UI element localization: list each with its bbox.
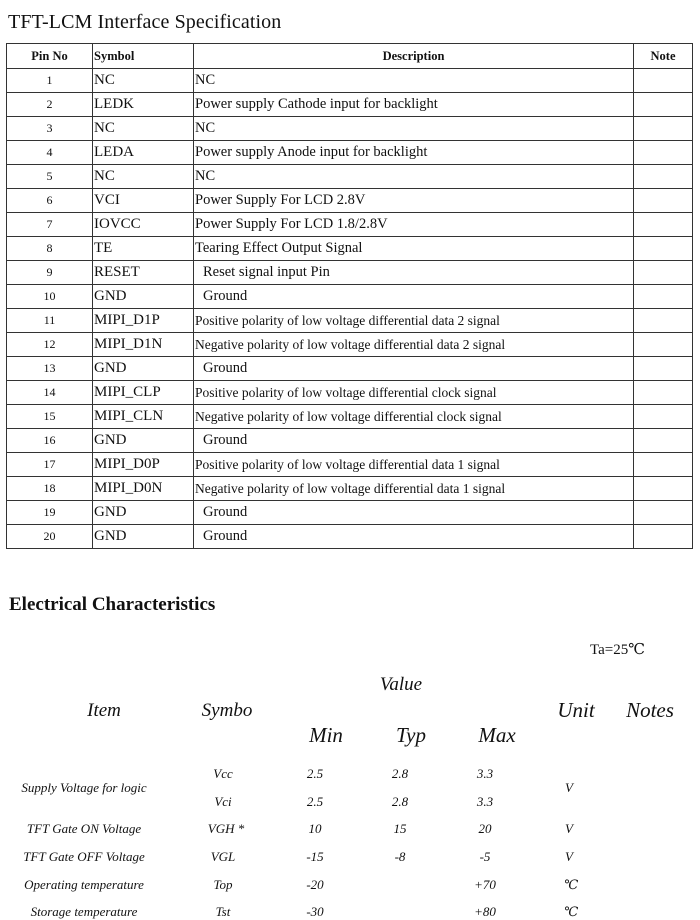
min-tst: -30 bbox=[306, 904, 324, 919]
pin-description: Ground bbox=[194, 429, 634, 453]
pin-table-header bbox=[7, 44, 693, 69]
pin-note bbox=[634, 357, 693, 381]
pin-symbol: NC bbox=[93, 165, 194, 189]
pin-description: Positive polarity of low voltage differential clock signal bbox=[194, 381, 634, 405]
pin-number: 11 bbox=[7, 309, 93, 333]
pin-note bbox=[634, 285, 693, 309]
typ-vci: 2.8 bbox=[391, 794, 409, 809]
pin-note bbox=[634, 213, 693, 237]
pin-note bbox=[634, 429, 693, 453]
pin-note bbox=[634, 333, 693, 357]
pin-description: Ground bbox=[194, 357, 634, 381]
table-row bbox=[7, 285, 693, 309]
pin-number: 15 bbox=[7, 405, 93, 429]
max-top: +70 bbox=[474, 877, 496, 892]
symbol-tst: Tst bbox=[215, 904, 231, 919]
pin-number: 13 bbox=[7, 357, 93, 381]
header-min: Min bbox=[309, 723, 343, 747]
table-row bbox=[7, 261, 693, 285]
pin-note bbox=[634, 237, 693, 261]
pin-symbol: LEDK bbox=[93, 93, 194, 117]
pin-symbol: IOVCC bbox=[93, 213, 194, 237]
pin-number: 16 bbox=[7, 429, 93, 453]
table-row bbox=[7, 93, 693, 117]
min-vgl: -15 bbox=[306, 849, 324, 864]
pin-description: Reset signal input Pin bbox=[194, 261, 634, 285]
pin-table bbox=[6, 43, 693, 549]
unit-supply-voltage: V bbox=[565, 780, 573, 795]
pin-symbol: TE bbox=[93, 237, 194, 261]
pin-number: 5 bbox=[7, 165, 93, 189]
pin-symbol: MIPI_D0P bbox=[93, 453, 194, 477]
item-gate-on: TFT Gate ON Voltage bbox=[26, 821, 142, 836]
pin-note bbox=[634, 189, 693, 213]
pin-note bbox=[634, 501, 693, 525]
header-item: Item bbox=[87, 700, 121, 721]
pin-note bbox=[634, 261, 693, 285]
header-unit: Unit bbox=[557, 698, 595, 722]
max-vci: 3.3 bbox=[476, 794, 494, 809]
pin-note bbox=[634, 117, 693, 141]
pin-description: Positive polarity of low voltage differential data 1 signal bbox=[194, 453, 634, 477]
pin-description: Negative polarity of low voltage differential data 2 signal bbox=[194, 333, 634, 357]
pin-symbol: LEDA bbox=[93, 141, 194, 165]
pin-description: NC bbox=[194, 165, 634, 189]
pin-description: NC bbox=[194, 117, 634, 141]
pin-note bbox=[634, 141, 693, 165]
table-row bbox=[7, 69, 693, 93]
max-vcc: 3.3 bbox=[476, 766, 494, 781]
symbol-top: Top bbox=[213, 877, 233, 892]
table-row bbox=[7, 117, 693, 141]
pin-description: Power supply Cathode input for backlight bbox=[194, 93, 634, 117]
pin-number: 10 bbox=[7, 285, 93, 309]
pin-note bbox=[634, 525, 693, 549]
pin-symbol: GND bbox=[93, 525, 194, 549]
table-row bbox=[7, 453, 693, 477]
table-row bbox=[7, 405, 693, 429]
pin-note bbox=[634, 69, 693, 93]
item-operating-temp: Operating temperature bbox=[24, 877, 144, 892]
symbol-vcc: Vcc bbox=[213, 766, 233, 781]
header-symbol: Symbol bbox=[93, 44, 194, 69]
min-top: -20 bbox=[306, 877, 324, 892]
table-row bbox=[7, 237, 693, 261]
pin-number: 1 bbox=[7, 69, 93, 93]
min-vcc: 2.5 bbox=[306, 766, 324, 781]
pin-symbol: MIPI_CLN bbox=[93, 405, 194, 429]
table-row bbox=[7, 189, 693, 213]
pin-description: Negative polarity of low voltage differential clock signal bbox=[194, 405, 634, 429]
pin-symbol: GND bbox=[93, 429, 194, 453]
table-row bbox=[7, 165, 693, 189]
pin-note bbox=[634, 477, 693, 501]
table-row bbox=[7, 309, 693, 333]
pin-description: Negative polarity of low voltage differential data 1 signal bbox=[194, 477, 634, 501]
pin-note bbox=[634, 381, 693, 405]
pin-number: 9 bbox=[7, 261, 93, 285]
pin-symbol: GND bbox=[93, 357, 194, 381]
symbol-vgh: VGH * bbox=[207, 821, 245, 836]
pin-number: 8 bbox=[7, 237, 93, 261]
typ-vgh: 15 bbox=[393, 821, 407, 836]
header-notes: Notes bbox=[626, 698, 674, 722]
min-vgh: 10 bbox=[308, 821, 322, 836]
pin-number: 2 bbox=[7, 93, 93, 117]
header-symbol: Symbo bbox=[201, 700, 253, 721]
pin-number: 6 bbox=[7, 189, 93, 213]
pin-description: Power Supply For LCD 1.8/2.8V bbox=[194, 213, 634, 237]
pin-description: Tearing Effect Output Signal bbox=[194, 237, 634, 261]
pin-note bbox=[634, 309, 693, 333]
pin-note bbox=[634, 453, 693, 477]
pin-symbol: MIPI_CLP bbox=[93, 381, 194, 405]
table-row bbox=[7, 333, 693, 357]
pin-symbol: MIPI_D1N bbox=[93, 333, 194, 357]
pin-description: Power supply Anode input for backlight bbox=[194, 141, 634, 165]
pin-description: NC bbox=[194, 69, 634, 93]
symbol-vgl: VGL bbox=[210, 849, 236, 864]
unit-vgl: V bbox=[565, 849, 573, 864]
pin-number: 3 bbox=[7, 117, 93, 141]
table-row bbox=[7, 429, 693, 453]
header-pin-no: Pin No bbox=[7, 44, 93, 69]
pin-number: 14 bbox=[7, 381, 93, 405]
max-vgh: 20 bbox=[478, 821, 492, 836]
pin-number: 19 bbox=[7, 501, 93, 525]
symbol-vci: Vci bbox=[214, 794, 232, 809]
item-storage-temp: Storage temperature bbox=[30, 904, 138, 919]
pin-symbol: RESET bbox=[93, 261, 194, 285]
unit-tst: ℃ bbox=[563, 904, 579, 919]
pin-symbol: NC bbox=[93, 69, 194, 93]
pin-description: Power Supply For LCD 2.8V bbox=[194, 189, 634, 213]
pin-number: 20 bbox=[7, 525, 93, 549]
pin-symbol: MIPI_D1P bbox=[93, 309, 194, 333]
pin-symbol: NC bbox=[93, 117, 194, 141]
pin-note bbox=[634, 93, 693, 117]
pin-description: Positive polarity of low voltage differential data 2 signal bbox=[194, 309, 634, 333]
unit-top: ℃ bbox=[563, 877, 579, 892]
table-row bbox=[7, 525, 693, 549]
pin-note bbox=[634, 165, 693, 189]
pin-description: Ground bbox=[194, 285, 634, 309]
table-row bbox=[7, 213, 693, 237]
table-row bbox=[7, 477, 693, 501]
max-vgl: -5 bbox=[479, 849, 491, 864]
pin-description: Ground bbox=[194, 501, 634, 525]
pin-number: 12 bbox=[7, 333, 93, 357]
pin-description: Ground bbox=[194, 525, 634, 549]
header-typ: Typ bbox=[396, 723, 426, 747]
item-gate-off: TFT Gate OFF Voltage bbox=[23, 849, 145, 864]
pin-symbol: GND bbox=[93, 285, 194, 309]
min-vci: 2.5 bbox=[306, 794, 324, 809]
ambient-condition: Ta=25℃ bbox=[590, 642, 646, 658]
item-supply-voltage: Supply Voltage for logic bbox=[21, 780, 147, 795]
pin-note bbox=[634, 405, 693, 429]
table-row bbox=[7, 501, 693, 525]
pin-number: 4 bbox=[7, 141, 93, 165]
table-row bbox=[7, 141, 693, 165]
max-tst: +80 bbox=[474, 904, 496, 919]
header-note: Note bbox=[634, 44, 693, 69]
typ-vgl: -8 bbox=[394, 849, 406, 864]
electrical-title: Electrical Characteristics bbox=[9, 594, 216, 615]
header-max: Max bbox=[478, 723, 516, 747]
pin-number: 18 bbox=[7, 477, 93, 501]
table-row bbox=[7, 381, 693, 405]
unit-vgh: V bbox=[565, 821, 573, 836]
pin-number: 7 bbox=[7, 213, 93, 237]
pin-symbol: GND bbox=[93, 501, 194, 525]
typ-vcc: 2.8 bbox=[391, 766, 409, 781]
interface-title: TFT-LCM Interface Specification bbox=[8, 11, 282, 33]
pin-symbol: MIPI_D0N bbox=[93, 477, 194, 501]
table-row bbox=[7, 357, 693, 381]
header-description: Description bbox=[194, 44, 634, 69]
pin-symbol: VCI bbox=[93, 189, 194, 213]
header-value: Value bbox=[379, 674, 423, 695]
pin-number: 17 bbox=[7, 453, 93, 477]
